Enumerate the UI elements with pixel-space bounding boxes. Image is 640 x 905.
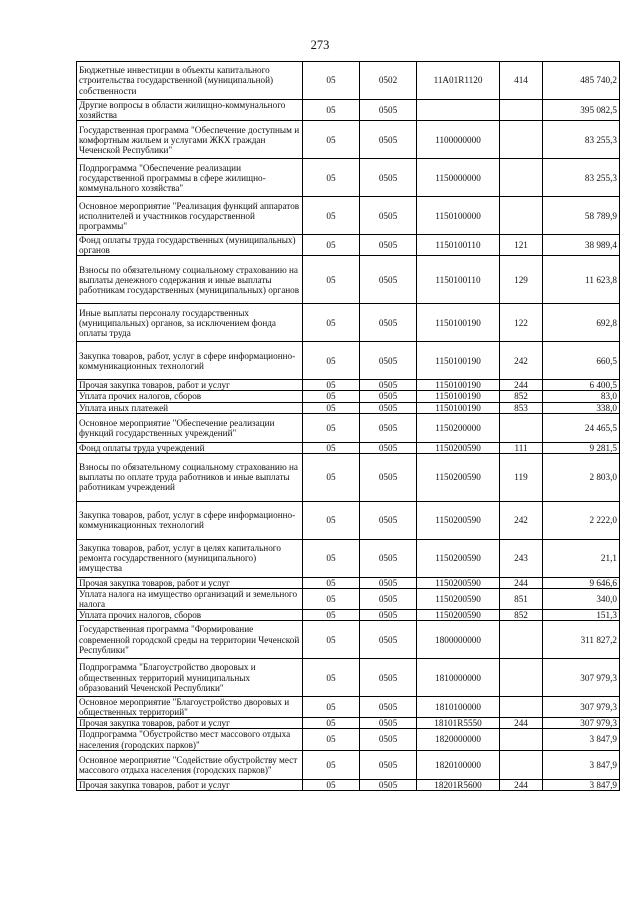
row-amount: 2 803,0 bbox=[543, 453, 620, 501]
row-expense-type: 121 bbox=[500, 235, 543, 256]
row-target-article: 1100000000 bbox=[417, 121, 500, 159]
table-row bbox=[77, 256, 620, 304]
row-target-article bbox=[417, 100, 500, 121]
row-expense-type bbox=[500, 621, 543, 659]
row-subsection-code: 0505 bbox=[360, 442, 417, 453]
row-subsection-code: 0505 bbox=[360, 304, 417, 342]
row-name: Закупка товаров, работ, услуг в сфере информационно-коммуникационных технологий bbox=[77, 501, 303, 539]
row-expense-type: 852 bbox=[500, 391, 543, 402]
row-expense-type: 853 bbox=[500, 402, 543, 413]
row-expense-type: 851 bbox=[500, 588, 543, 609]
row-section-code: 05 bbox=[303, 159, 360, 197]
row-name: Уплата прочих налогов, сборов bbox=[77, 391, 303, 402]
table-row bbox=[77, 62, 620, 100]
row-name: Фонд оплаты труда государственных (муниципальных) органов bbox=[77, 235, 303, 256]
row-subsection-code: 0505 bbox=[360, 501, 417, 539]
row-amount: 660,5 bbox=[543, 342, 620, 380]
row-name: Прочая закупка товаров, работ и услуг bbox=[77, 577, 303, 588]
row-name: Прочая закупка товаров, работ и услуг bbox=[77, 718, 303, 729]
row-target-article: 1150200590 bbox=[417, 577, 500, 588]
row-subsection-code: 0502 bbox=[360, 62, 417, 100]
row-section-code: 05 bbox=[303, 501, 360, 539]
row-section-code: 05 bbox=[303, 235, 360, 256]
row-subsection-code: 0505 bbox=[360, 779, 417, 790]
row-subsection-code: 0505 bbox=[360, 413, 417, 442]
row-expense-type: 244 bbox=[500, 577, 543, 588]
row-amount: 3 847,9 bbox=[543, 729, 620, 750]
row-section-code: 05 bbox=[303, 380, 360, 391]
row-amount: 395 082,5 bbox=[543, 100, 620, 121]
row-target-article: 1150100110 bbox=[417, 256, 500, 304]
table-row bbox=[77, 697, 620, 718]
row-section-code: 05 bbox=[303, 402, 360, 413]
row-target-article: 18101R5550 bbox=[417, 718, 500, 729]
row-name: Закупка товаров, работ, услуг в целях капитального ремонта государственного (муниципального) имущества bbox=[77, 539, 303, 577]
table-row bbox=[77, 779, 620, 790]
row-section-code: 05 bbox=[303, 729, 360, 750]
row-name: Основное мероприятие "Благоустройство дворовых и общественных территорий" bbox=[77, 697, 303, 718]
row-amount: 307 979,3 bbox=[543, 697, 620, 718]
row-target-article: 1150100000 bbox=[417, 197, 500, 235]
row-expense-type bbox=[500, 697, 543, 718]
row-name: Подпрограмма "Обеспечение реализации государственной программы в сфере жилищно-коммунального хозяйства" bbox=[77, 159, 303, 197]
row-expense-type: 242 bbox=[500, 342, 543, 380]
page-number: 273 bbox=[310, 38, 330, 52]
row-name: Фонд оплаты труда учреждений bbox=[77, 442, 303, 453]
row-amount: 9 281,5 bbox=[543, 442, 620, 453]
table-row bbox=[77, 197, 620, 235]
row-amount: 311 827,2 bbox=[543, 621, 620, 659]
row-target-article: 1150200590 bbox=[417, 442, 500, 453]
row-subsection-code: 0505 bbox=[360, 402, 417, 413]
row-section-code: 05 bbox=[303, 750, 360, 779]
budget-table-body bbox=[77, 62, 620, 791]
row-amount: 21,1 bbox=[543, 539, 620, 577]
row-section-code: 05 bbox=[303, 197, 360, 235]
row-name: Иные выплаты персоналу государственных (муниципальных) органов, за исключением фонда оплаты труда bbox=[77, 304, 303, 342]
row-subsection-code: 0505 bbox=[360, 159, 417, 197]
row-amount: 83 255,3 bbox=[543, 121, 620, 159]
row-expense-type: 119 bbox=[500, 453, 543, 501]
table-row bbox=[77, 391, 620, 402]
row-expense-type bbox=[500, 197, 543, 235]
row-target-article: 1150000000 bbox=[417, 159, 500, 197]
table-row bbox=[77, 121, 620, 159]
row-target-article: 1150100190 bbox=[417, 402, 500, 413]
row-subsection-code: 0505 bbox=[360, 197, 417, 235]
row-expense-type: 111 bbox=[500, 442, 543, 453]
row-name: Основное мероприятие "Обеспечение реализации функций государственных учреждений" bbox=[77, 413, 303, 442]
row-section-code: 05 bbox=[303, 442, 360, 453]
row-expense-type: 244 bbox=[500, 718, 543, 729]
row-target-article: 1150100190 bbox=[417, 380, 500, 391]
table-row bbox=[77, 304, 620, 342]
row-name: Основное мероприятие "Реализация функций аппаратов исполнителей и участников государственной программы" bbox=[77, 197, 303, 235]
row-subsection-code: 0505 bbox=[360, 621, 417, 659]
row-section-code: 05 bbox=[303, 100, 360, 121]
row-subsection-code: 0505 bbox=[360, 659, 417, 697]
row-expense-type: 243 bbox=[500, 539, 543, 577]
table-row bbox=[77, 659, 620, 697]
row-subsection-code: 0505 bbox=[360, 453, 417, 501]
row-subsection-code: 0505 bbox=[360, 577, 417, 588]
row-name: Уплата иных платежей bbox=[77, 402, 303, 413]
row-section-code: 05 bbox=[303, 413, 360, 442]
row-target-article: 1820100000 bbox=[417, 750, 500, 779]
row-section-code: 05 bbox=[303, 304, 360, 342]
row-amount: 340,0 bbox=[543, 588, 620, 609]
row-name: Прочая закупка товаров, работ и услуг bbox=[77, 779, 303, 790]
table-row bbox=[77, 750, 620, 779]
row-expense-type: 244 bbox=[500, 380, 543, 391]
row-expense-type bbox=[500, 750, 543, 779]
row-name: Взносы по обязательному социальному страхованию на выплаты по оплате труда работников и иные выплаты работникам учреждений bbox=[77, 453, 303, 501]
row-expense-type bbox=[500, 159, 543, 197]
row-amount: 485 740,2 bbox=[543, 62, 620, 100]
table-row bbox=[77, 539, 620, 577]
row-section-code: 05 bbox=[303, 256, 360, 304]
row-name: Государственная программа "Обеспечение доступным и комфортным жильем и услугами ЖКХ граждан Чеченской Республики" bbox=[77, 121, 303, 159]
row-section-code: 05 bbox=[303, 610, 360, 621]
row-subsection-code: 0505 bbox=[360, 610, 417, 621]
row-target-article: 18201R5600 bbox=[417, 779, 500, 790]
table-row bbox=[77, 100, 620, 121]
row-subsection-code: 0505 bbox=[360, 391, 417, 402]
row-section-code: 05 bbox=[303, 718, 360, 729]
row-section-code: 05 bbox=[303, 391, 360, 402]
row-name: Подпрограмма "Обустройство мест массового отдыха населения (городских парков)" bbox=[77, 729, 303, 750]
row-expense-type: 242 bbox=[500, 501, 543, 539]
table-row bbox=[77, 159, 620, 197]
row-subsection-code: 0505 bbox=[360, 342, 417, 380]
table-row bbox=[77, 610, 620, 621]
row-expense-type bbox=[500, 121, 543, 159]
row-amount: 24 465,5 bbox=[543, 413, 620, 442]
row-amount: 6 400,5 bbox=[543, 380, 620, 391]
row-target-article: 1150200590 bbox=[417, 501, 500, 539]
row-name: Государственная программа "Формирование современной городской среды на территории Чеченской Республики" bbox=[77, 621, 303, 659]
row-expense-type: 852 bbox=[500, 610, 543, 621]
row-subsection-code: 0505 bbox=[360, 718, 417, 729]
row-expense-type bbox=[500, 729, 543, 750]
row-subsection-code: 0505 bbox=[360, 121, 417, 159]
table-row bbox=[77, 413, 620, 442]
table-row bbox=[77, 621, 620, 659]
row-amount: 9 646,6 bbox=[543, 577, 620, 588]
row-name: Прочая закупка товаров, работ и услуг bbox=[77, 380, 303, 391]
row-subsection-code: 0505 bbox=[360, 697, 417, 718]
row-amount: 151,3 bbox=[543, 610, 620, 621]
row-target-article: 1150100110 bbox=[417, 235, 500, 256]
row-target-article: 1810100000 bbox=[417, 697, 500, 718]
row-subsection-code: 0505 bbox=[360, 380, 417, 391]
row-section-code: 05 bbox=[303, 697, 360, 718]
row-amount: 83,0 bbox=[543, 391, 620, 402]
row-subsection-code: 0505 bbox=[360, 729, 417, 750]
row-name: Уплата прочих налогов, сборов bbox=[77, 610, 303, 621]
table-row bbox=[77, 718, 620, 729]
row-subsection-code: 0505 bbox=[360, 588, 417, 609]
row-name: Подпрограмма "Благоустройство дворовых и общественных территорий муниципальных образований Чеченской Республики" bbox=[77, 659, 303, 697]
row-section-code: 05 bbox=[303, 577, 360, 588]
row-amount: 11 623,8 bbox=[543, 256, 620, 304]
table-row bbox=[77, 588, 620, 609]
row-section-code: 05 bbox=[303, 342, 360, 380]
table-row bbox=[77, 442, 620, 453]
row-target-article: 1150200590 bbox=[417, 539, 500, 577]
row-subsection-code: 0505 bbox=[360, 256, 417, 304]
row-subsection-code: 0505 bbox=[360, 539, 417, 577]
row-name: Бюджетные инвестиции в объекты капитального строительства государственной (муниципальной) собственности bbox=[77, 62, 303, 100]
table-row bbox=[77, 235, 620, 256]
table-row bbox=[77, 380, 620, 391]
row-amount: 58 789,9 bbox=[543, 197, 620, 235]
row-target-article: 1150200590 bbox=[417, 453, 500, 501]
row-expense-type: 244 bbox=[500, 779, 543, 790]
row-amount: 3 847,9 bbox=[543, 750, 620, 779]
table-row bbox=[77, 342, 620, 380]
row-target-article: 1150200000 bbox=[417, 413, 500, 442]
row-subsection-code: 0505 bbox=[360, 100, 417, 121]
row-target-article: 1150100190 bbox=[417, 304, 500, 342]
row-section-code: 05 bbox=[303, 659, 360, 697]
row-expense-type bbox=[500, 659, 543, 697]
row-section-code: 05 bbox=[303, 121, 360, 159]
row-amount: 307 979,3 bbox=[543, 718, 620, 729]
row-name: Закупка товаров, работ, услуг в сфере информационно-коммуникационных технологий bbox=[77, 342, 303, 380]
table-row bbox=[77, 577, 620, 588]
row-target-article: 1810000000 bbox=[417, 659, 500, 697]
row-target-article: 1150200590 bbox=[417, 588, 500, 609]
row-section-code: 05 bbox=[303, 62, 360, 100]
row-section-code: 05 bbox=[303, 621, 360, 659]
row-name: Основное мероприятие "Содействие обустройству мест массового отдыха населения (городских парков)" bbox=[77, 750, 303, 779]
row-section-code: 05 bbox=[303, 779, 360, 790]
row-amount: 692,8 bbox=[543, 304, 620, 342]
row-target-article: 1150200590 bbox=[417, 610, 500, 621]
row-expense-type bbox=[500, 100, 543, 121]
row-name: Другие вопросы в области жилищно-коммунального хозяйства bbox=[77, 100, 303, 121]
row-section-code: 05 bbox=[303, 588, 360, 609]
row-target-article: 1150100190 bbox=[417, 342, 500, 380]
row-expense-type: 414 bbox=[500, 62, 543, 100]
row-amount: 338,0 bbox=[543, 402, 620, 413]
row-target-article: 11А01R1120 bbox=[417, 62, 500, 100]
row-amount: 307 979,3 bbox=[543, 659, 620, 697]
row-target-article: 1150100190 bbox=[417, 391, 500, 402]
row-expense-type: 129 bbox=[500, 256, 543, 304]
row-target-article: 1800000000 bbox=[417, 621, 500, 659]
row-name: Взносы по обязательному социальному страхованию на выплаты денежного содержания и иные выплаты работникам государственных (муниципальных) органов bbox=[77, 256, 303, 304]
row-amount: 3 847,9 bbox=[543, 779, 620, 790]
table-row bbox=[77, 501, 620, 539]
row-name: Уплата налога на имущество организаций и земельного налога bbox=[77, 588, 303, 609]
row-section-code: 05 bbox=[303, 539, 360, 577]
budget-table bbox=[76, 61, 620, 791]
row-subsection-code: 0505 bbox=[360, 750, 417, 779]
row-amount: 38 989,4 bbox=[543, 235, 620, 256]
row-section-code: 05 bbox=[303, 453, 360, 501]
row-amount: 83 255,3 bbox=[543, 159, 620, 197]
row-expense-type: 122 bbox=[500, 304, 543, 342]
table-row bbox=[77, 729, 620, 750]
row-amount: 2 222,0 bbox=[543, 501, 620, 539]
row-subsection-code: 0505 bbox=[360, 235, 417, 256]
row-expense-type bbox=[500, 413, 543, 442]
row-target-article: 1820000000 bbox=[417, 729, 500, 750]
table-row bbox=[77, 453, 620, 501]
table-row bbox=[77, 402, 620, 413]
